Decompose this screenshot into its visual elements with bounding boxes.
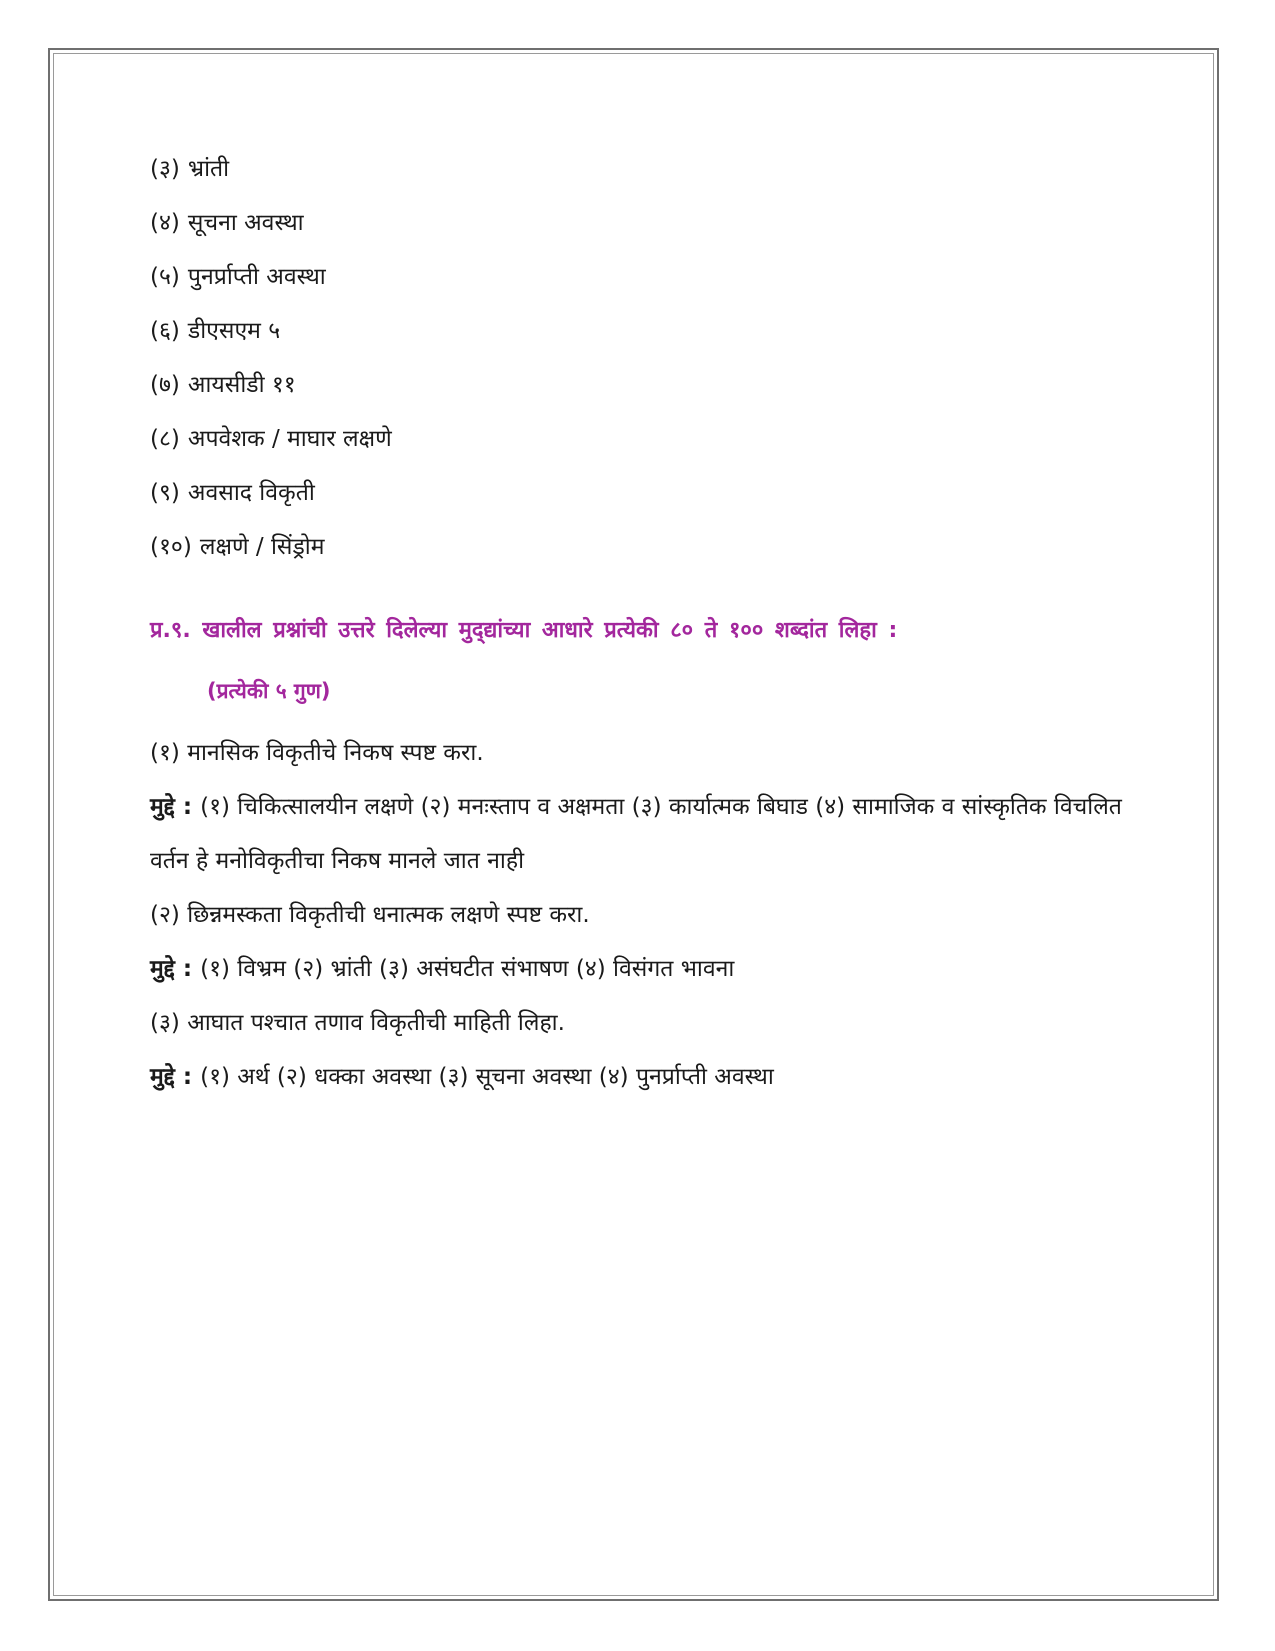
item-text: पुनर्प्राप्ती अवस्था (187, 264, 326, 290)
item-number: (५) (150, 264, 180, 290)
points-label: मुद्दे : (150, 794, 193, 820)
item-text: भ्रांती (187, 156, 230, 182)
points-label: मुद्दे : (150, 956, 193, 982)
item-number: (३) (150, 156, 180, 182)
question-text: (३) आघात पश्चात तणाव विकृतीची माहिती लिहा. (150, 1010, 565, 1036)
item-text: अवसाद विकृती (187, 480, 315, 506)
list-item (150, 196, 1130, 250)
question-text: (२) छिन्नमस्कता विकृतीची धनात्मक लक्षणे स्पष्ट करा. (150, 902, 590, 928)
item-number: (४) (150, 210, 180, 236)
list-item (150, 304, 1130, 358)
question-text: (१) मानसिक विकृतीचे निकष स्पष्ट करा. (150, 740, 484, 766)
item-text: आयसीडी ११ (187, 372, 296, 398)
list-item (150, 520, 1130, 574)
points-text: (१) विभ्रम (२) भ्रांती (३) असंघटीत संभाषण (४) विसंगत भावना (200, 956, 735, 982)
list-item (150, 466, 1130, 520)
item-text: लक्षणे / सिंड्रोम (199, 534, 325, 560)
list-item (150, 142, 1130, 196)
item-number: (७) (150, 372, 180, 398)
question-points (150, 780, 1130, 888)
item-number: (९) (150, 480, 180, 506)
list-item (150, 250, 1130, 304)
item-text: अपवेशक / माघार लक्षणे (187, 426, 392, 452)
question-points (150, 942, 1130, 996)
item-number: (८) (150, 426, 180, 452)
item-text: सूचना अवस्था (187, 210, 304, 236)
section-marks: (प्रत्येकी ५ गुण) (207, 679, 331, 703)
section-heading: प्र.९. खालील प्रश्नांची उत्तरे दिलेल्या मुद्‌द्यांच्या आधारे प्रत्येकी ८० ते १०० शब्दांत लिहा : (150, 618, 898, 643)
term-list (150, 142, 1130, 574)
item-number: (१०) (150, 534, 192, 560)
points-text: (१) चिकित्सालयीन लक्षणे (२) मनःस्ताप व अक्षमता (३) कार्यात्मक बिघाड (४) सामाजिक व सांस्कृतिक विचलित वर्तन हे मनोविकृतीचा निकष मानले जात नाही (150, 794, 1122, 874)
list-item (150, 358, 1130, 412)
question-points (150, 1050, 1130, 1104)
points-text: (१) अर्थ (२) धक्का अवस्था (३) सूचना अवस्था (४) पुनर्प्राप्ती अवस्था (200, 1064, 774, 1090)
item-text: डीएसएम ५ (187, 318, 281, 344)
item-number: (६) (150, 318, 180, 344)
document-content (150, 142, 1130, 1104)
list-item (150, 412, 1130, 466)
questions-block (150, 726, 1130, 1104)
points-label: मुद्दे : (150, 1064, 193, 1090)
